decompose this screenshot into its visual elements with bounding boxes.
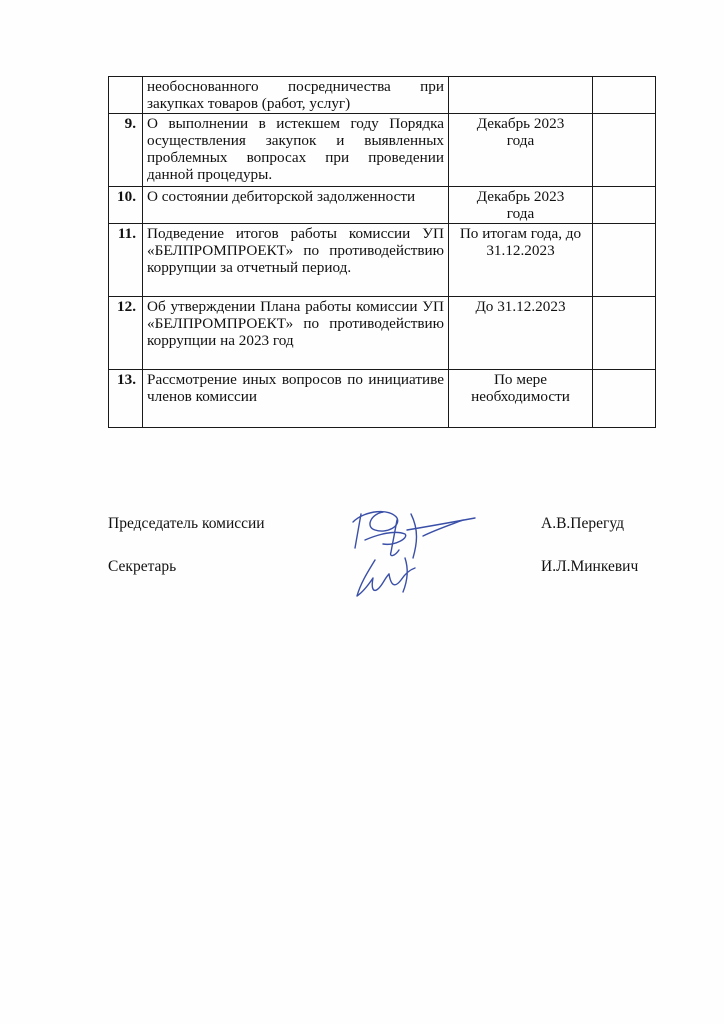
deadline-text: Декабрь 2023 года xyxy=(476,115,565,149)
secretary-name: И.Л.Минкевич xyxy=(541,558,639,575)
agenda-item-text: Рассмотрение иных вопросов по инициативе членов комиссии xyxy=(143,370,449,428)
table-row xyxy=(109,297,656,370)
row-number: 11. xyxy=(109,224,143,297)
chair-title: Председатель комиссии xyxy=(108,515,265,532)
deadline-text: По итогам года, до 31.12.2023 xyxy=(459,225,582,259)
handwritten-signatures xyxy=(335,500,495,610)
note-cell xyxy=(593,224,656,297)
secretary-title: Секретарь xyxy=(108,558,177,575)
row-number: 12. xyxy=(109,297,143,370)
agenda-item-text: О выполнении в истекшем году Порядка осуществления закупок и выявленных проблемных вопросах при проведении данной процедуры. xyxy=(143,114,449,187)
agenda-item-text: Подведение итогов работы комиссии УП «БЕЛПРОМПРОЕКТ» по противодействию коррупции за отчетный период. xyxy=(143,224,449,297)
table-row xyxy=(109,187,656,224)
deadline-text: Декабрь 2023 года xyxy=(476,188,565,222)
deadline-cell xyxy=(449,187,593,224)
deadline-text: По мере необходимости xyxy=(471,371,570,405)
chair-name: А.В.Перегуд xyxy=(541,515,625,532)
note-cell xyxy=(593,77,656,114)
row-number xyxy=(109,77,143,114)
note-cell xyxy=(593,187,656,224)
agenda-item-text: Об утверждении Плана работы комиссии УП «БЕЛПРОМПРОЕКТ» по противодействию коррупции на 2023 год xyxy=(143,297,449,370)
row-number: 9. xyxy=(109,114,143,187)
deadline-cell xyxy=(449,114,593,187)
work-plan-table xyxy=(108,76,656,428)
table-row xyxy=(109,77,656,114)
table-row xyxy=(109,114,656,187)
deadline-cell xyxy=(449,224,593,297)
deadline-cell xyxy=(449,77,593,114)
deadline-cell xyxy=(449,370,593,428)
note-cell xyxy=(593,370,656,428)
note-cell xyxy=(593,297,656,370)
row-number: 13. xyxy=(109,370,143,428)
agenda-item-text: О состоянии дебиторской задолженности xyxy=(143,187,449,224)
row-number: 10. xyxy=(109,187,143,224)
table-row xyxy=(109,370,656,428)
agenda-item-text: необоснованного посредничества при закупках товаров (работ, услуг) xyxy=(143,77,449,114)
note-cell xyxy=(593,114,656,187)
deadline-cell: До 31.12.2023 xyxy=(449,297,593,370)
table-row xyxy=(109,224,656,297)
